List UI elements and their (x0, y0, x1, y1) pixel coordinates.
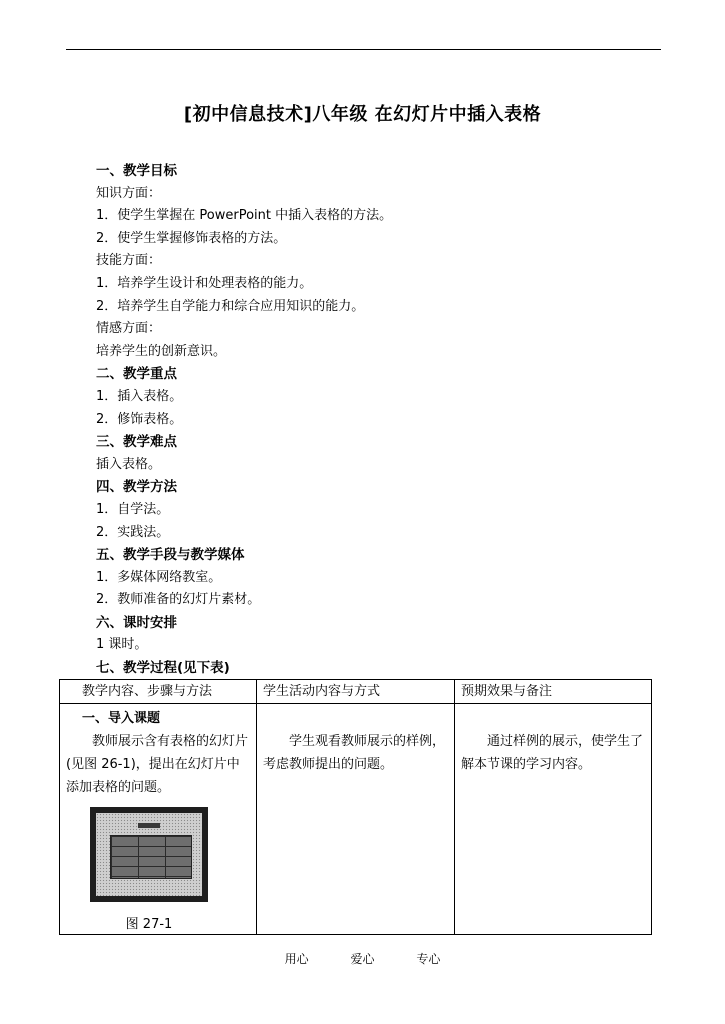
column-header: 预期效果与备注 (455, 680, 652, 704)
section-heading: 一、教学目标 (96, 163, 177, 179)
section-heading: 七、教学过程(见下表) (96, 660, 230, 677)
footer-word: 爱心 (350, 952, 375, 966)
cell-text: 通过样例的展示，使学生了解本节课的学习内容。 (461, 734, 644, 772)
document-title: [初中信息技术]八年级 在幻灯片中插入表格 (183, 104, 542, 125)
body-line: 2．教师准备的幻灯片素材。 (96, 592, 261, 608)
slide-title-mark (138, 823, 160, 828)
section-heading: 二、教学重点 (96, 366, 177, 383)
table-row (60, 704, 652, 935)
table-cell-expected-effect (455, 704, 652, 935)
slide-thumbnail-image (90, 807, 208, 902)
body-line: 2．培养学生自学能力和综合应用知识的能力。 (96, 298, 365, 314)
body-line: 知识方面： (96, 185, 162, 201)
body-line: 1．插入表格。 (96, 388, 183, 404)
cell-text: 教师展示含有表格的幻灯片(见图 26-1)，提出在幻灯片中添加表格的问题。 (66, 734, 249, 795)
footer-word: 专心 (416, 952, 441, 966)
figure-caption: 图 27-1 (125, 917, 173, 932)
slide-table-graphic (110, 835, 192, 879)
lesson-plan-body (96, 160, 656, 680)
table-header-row (60, 680, 652, 704)
body-line: 1．自学法。 (96, 501, 170, 517)
body-line: 1．使学生掌握在 PowerPoint 中插入表格的方法。 (96, 208, 393, 224)
body-line: 插入表格。 (96, 456, 162, 472)
slide-background (96, 813, 202, 896)
body-line: 1．多媒体网络教室。 (96, 569, 222, 585)
body-line: 2．实践法。 (96, 524, 170, 540)
body-line: 2．使学生掌握修饰表格的方法。 (96, 230, 287, 246)
cell-text: 学生观看教师展示的样例，考虑教师提出的问题。 (263, 734, 446, 772)
page-footer (0, 950, 725, 967)
body-line: 1 课时。 (96, 637, 148, 653)
column-header: 学生活动内容与方式 (257, 680, 455, 704)
column-header: 教学内容、步骤与方法 (60, 680, 257, 704)
header-rule (66, 49, 661, 50)
body-line: 培养学生的创新意识。 (96, 343, 227, 359)
footer-word: 用心 (284, 952, 309, 966)
body-line: 2．修饰表格。 (96, 411, 183, 427)
table-cell-student-activity (257, 704, 455, 935)
body-line: 1．培养学生设计和处理表格的能力。 (96, 275, 313, 291)
body-line: 情感方面： (96, 321, 162, 337)
figure (66, 807, 250, 934)
teaching-process-table (59, 679, 652, 935)
table-cell-teaching-content (60, 704, 257, 935)
body-line: 技能方面： (96, 253, 162, 269)
section-heading: 四、教学方法 (96, 479, 177, 496)
section-heading: 三、教学难点 (96, 434, 177, 451)
section-heading: 一、导入课题 (82, 711, 161, 726)
section-heading: 六、课时安排 (96, 614, 177, 631)
section-heading: 五、教学手段与教学媒体 (96, 547, 245, 564)
